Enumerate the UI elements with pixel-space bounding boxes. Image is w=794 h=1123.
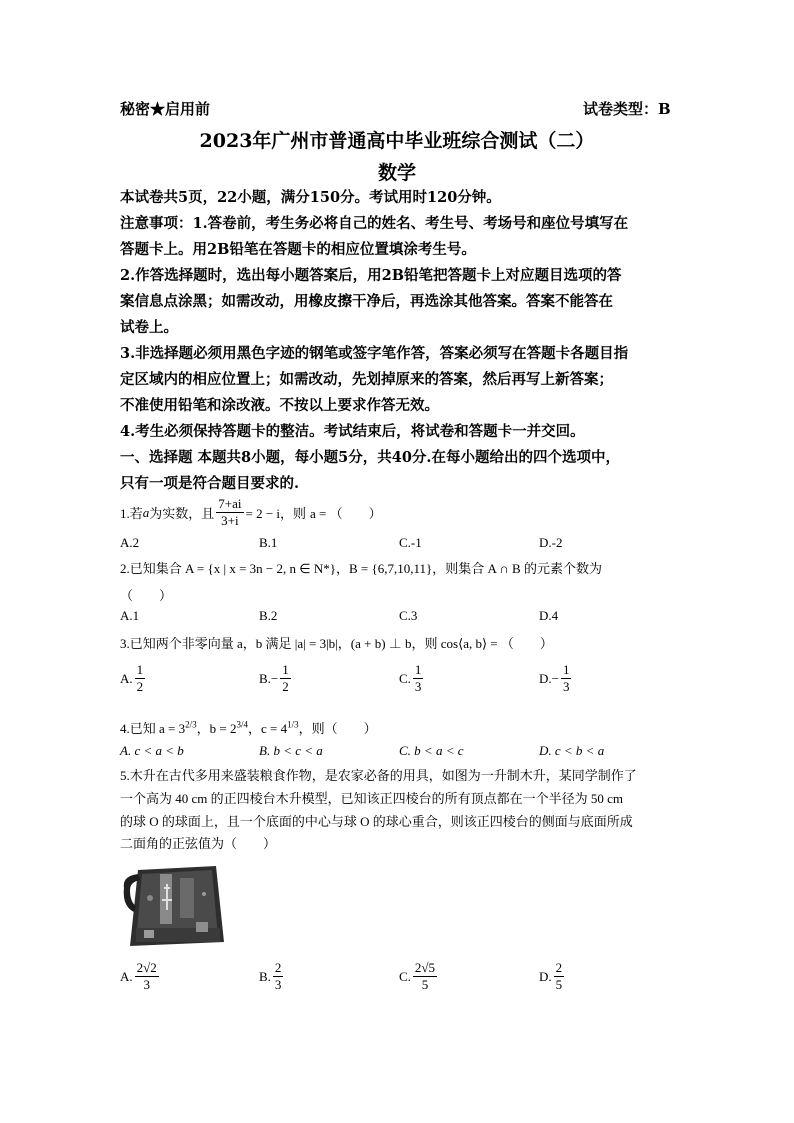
q3-b-fraction <box>280 662 291 695</box>
q3-option-d <box>539 662 573 695</box>
q3-c-fraction <box>413 662 424 695</box>
q5-d-num: 2 <box>555 960 563 975</box>
intro-line: 4.考生必须保持答题卡的整洁。考试结束后，将试卷和答题卡一并交回。 <box>120 423 585 440</box>
q4-c: ，c = 4 <box>247 721 288 736</box>
q5-c-fraction <box>413 960 437 993</box>
q4-option-c: C. b < a < c <box>399 743 464 758</box>
q2-option-b: B.2 <box>259 608 278 623</box>
section-heading: 只有一项是符合题目要求的. <box>120 475 300 492</box>
question-3: 3.已知两个非零向量 a，b 满足 |a| = 3|b|，(a + b) ⊥ b，则 cos⟨a, b⟩ = （ ） <box>120 636 553 651</box>
paper-type-label: 试卷类型：B <box>583 100 671 118</box>
q1-numerator: 7+ai <box>218 496 242 511</box>
q5-c-label: C. <box>399 968 411 984</box>
q4-a: 4.已知 a = 3 <box>120 721 186 736</box>
q3-option-b <box>259 662 293 695</box>
wooden-measure-photo <box>120 858 228 948</box>
q1-option-b: B.1 <box>259 535 278 550</box>
intro-line: 本试卷共5页，22小题，满分150分。考试用时120分钟。 <box>120 189 501 206</box>
q5-b-label: B. <box>259 968 271 984</box>
q2-option-a: A.1 <box>120 608 140 623</box>
q5-b-fraction <box>273 960 284 993</box>
q3-c-label: C. <box>399 670 411 686</box>
q5-option-a <box>120 960 161 993</box>
q1-mid: 为实数，且 <box>149 506 215 521</box>
q4-option-d: D. c < b < a <box>539 743 605 758</box>
question-5-line: 一个高为 40 cm 的正四棱台木升模型，已知该正四棱台的所有顶点都在一个半径为 50 cm <box>120 791 624 806</box>
q3-a-den: 2 <box>136 679 144 694</box>
intro-line: 定区域内的相应位置上；如需改动，先划掉原来的答案，然后再写上新答案； <box>120 371 613 388</box>
q1-denominator: 3+i <box>221 513 239 528</box>
q4-exp-c: 1/3 <box>287 719 299 730</box>
q5-option-c <box>399 960 439 993</box>
intro-line: 不准使用铅笔和涂改液。不按以上要求作答无效。 <box>120 397 439 414</box>
q3-d-num: 1 <box>562 662 570 677</box>
q5-a-fraction <box>135 960 159 993</box>
q1-var: a <box>142 504 150 520</box>
q1-ask: a = （ ） <box>310 506 382 521</box>
q1-option-a: A.2 <box>120 535 140 550</box>
q5-a-num: 2√2 <box>136 960 157 975</box>
q1-prefix: 1.若 <box>120 506 143 521</box>
q5-b-den: 3 <box>274 977 282 992</box>
intro-line: 案信息点涂黑；如需改动，用橡皮擦干净后，再选涂其他答案。答案不能答在 <box>120 293 613 310</box>
question-5-line: 的球 O 的球面上，且一个底面的中心与球 O 的球心重合，则该正四棱台的侧面与底面所成 <box>120 814 633 829</box>
q5-b-num: 2 <box>274 960 282 975</box>
q5-c-num: 2√5 <box>414 960 436 975</box>
exam-title: 2023年广州市普通高中毕业班综合测试（二） <box>199 130 595 152</box>
q3-d-den: 3 <box>562 679 570 694</box>
q3-d-fraction <box>561 662 572 695</box>
question-5-line: 5.木升在古代多用来盛装粮食作物，是农家必备的用具，如图为一升制木升，某同学制作了 <box>120 768 637 783</box>
q2-option-d: D.4 <box>539 608 559 623</box>
intro-line: 试卷上。 <box>120 319 178 336</box>
question-4 <box>120 718 377 737</box>
q5-d-den: 5 <box>555 977 563 992</box>
q5-a-den: 3 <box>143 977 150 992</box>
intro-line: 2.作答选择题时，选出每小题答案后，用2B铅笔把答题卡上对应题目选项的答 <box>120 267 622 284</box>
q3-a-label: A. <box>120 670 133 686</box>
section-heading: 一、选择题 本题共8小题，每小题5分，共40分.在每小题给出的四个选项中， <box>120 449 620 466</box>
q5-a-label: A. <box>120 968 133 984</box>
q1-fraction <box>216 496 243 529</box>
q3-d-label: D. <box>539 670 552 686</box>
q5-c-den: 5 <box>421 977 429 992</box>
q3-b-sign: − <box>270 670 279 686</box>
question-1 <box>120 496 382 529</box>
q3-c-num: 1 <box>414 662 422 677</box>
intro-line: 注意事项：1.答卷前，考生务必将自己的姓名、考生号、考场号和座位号填写在 <box>120 215 629 232</box>
q5-option-d <box>539 960 566 993</box>
q1-option-d: D.-2 <box>539 535 563 550</box>
q4-option-b: B. b < c < a <box>259 743 323 758</box>
intro-line: 答题卡上。用2B铅笔在答题卡的相应位置填涂考生号。 <box>120 241 476 258</box>
confidential-label: 秘密★启用前 <box>120 100 211 118</box>
question-2: 2.已知集合 A = {x | x = 3n − 2, n ∈ N*}，B = {6,7,10,11}，则集合 A ∩ B 的元素个数为 <box>120 561 602 576</box>
q3-a-fraction <box>135 662 146 695</box>
q3-b-num: 1 <box>282 662 289 677</box>
q4-end: ，则（ ） <box>298 721 377 736</box>
q3-c-den: 3 <box>414 679 422 694</box>
q4-exp-b: 3/4 <box>236 719 248 730</box>
q3-d-sign: − <box>551 670 559 686</box>
q3-option-c <box>399 662 425 695</box>
q3-option-a <box>120 662 147 695</box>
q3-b-den: 2 <box>282 679 289 694</box>
intro-line: 3.非选择题必须用黑色字迹的钢笔或签字笔作答，答案必须写在答题卡各题目指 <box>120 345 629 362</box>
q1-eq: = 2 − i，则 <box>245 506 307 521</box>
question-5-line: 二面角的正弦值为（ ） <box>120 836 277 851</box>
q5-d-fraction <box>554 960 565 993</box>
q5-d-label: D. <box>539 968 552 984</box>
q2-paren: （ ） <box>120 588 173 603</box>
q4-option-a: A. c < a < b <box>120 743 184 758</box>
q5-option-b <box>259 960 285 993</box>
q4-b: ，b = 2 <box>196 721 237 736</box>
q3-b-label: B. <box>259 670 271 686</box>
subject-title: 数学 <box>377 162 416 184</box>
q1-option-c: C.-1 <box>399 535 422 550</box>
q4-exp-a: 2/3 <box>185 719 197 730</box>
q2-option-c: C.3 <box>399 608 418 623</box>
q3-a-num: 1 <box>136 662 144 677</box>
